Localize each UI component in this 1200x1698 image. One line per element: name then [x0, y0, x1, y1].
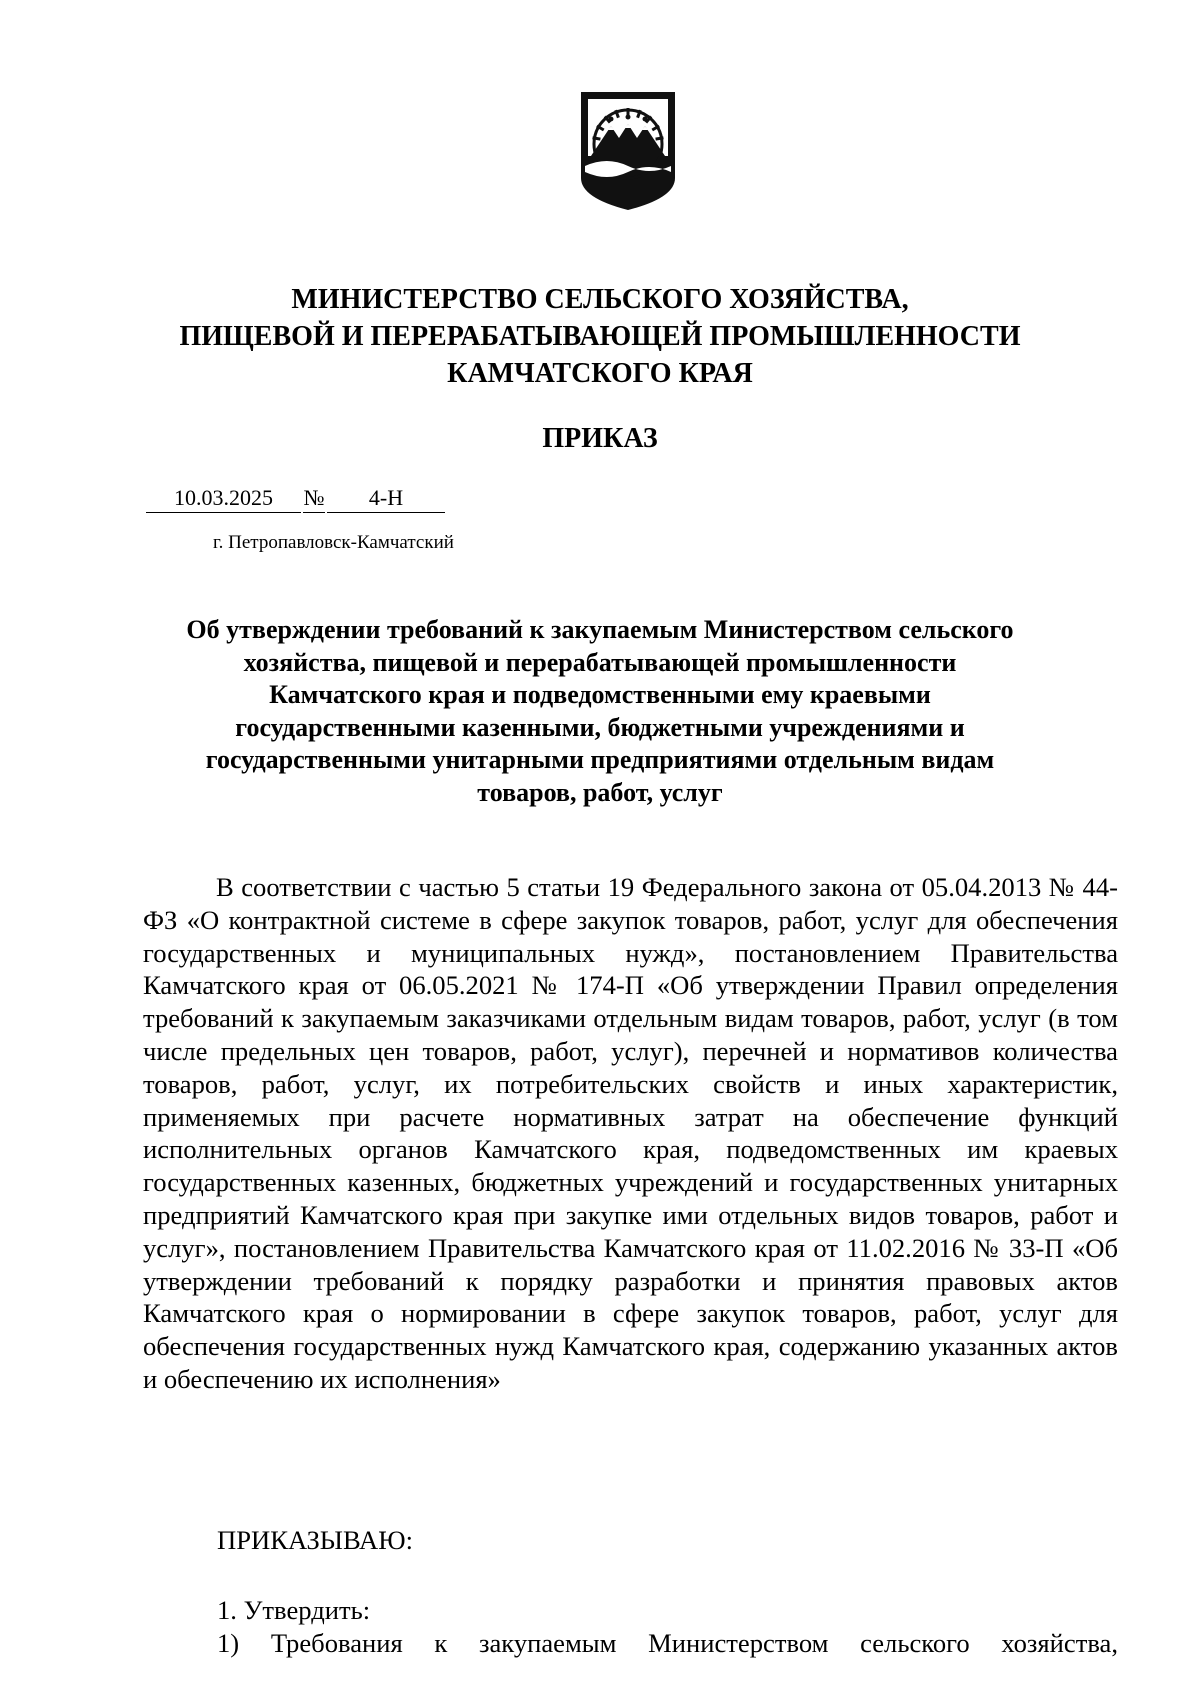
item-1-1 [217, 1628, 1118, 1659]
ministry-name [0, 281, 1200, 392]
coat-of-arms-emblem [577, 86, 679, 214]
decree-word: ПРИКАЗЫВАЮ: [217, 1525, 413, 1555]
order-date: 10.03.2025 [146, 484, 301, 513]
item-1-1-word: закупаемым [478, 1628, 617, 1658]
item-1-1-word: Требования [270, 1628, 403, 1658]
order-number: 4-Н [327, 484, 445, 513]
document-type: ПРИКАЗ [542, 423, 658, 454]
ministry-line-3: КАМЧАТСКОГО КРАЯ [447, 358, 753, 389]
document-title [150, 614, 1050, 809]
date-number-line [146, 484, 445, 513]
item-1-1-word: 1) [217, 1628, 240, 1658]
ministry-line-2: ПИЩЕВОЙ И ПЕРЕРАБАТЫВАЮЩЕЙ ПРОМЫШЛЕННОСТИ [179, 321, 1021, 352]
title-line-3: Камчатского края и подведомственными ему краевыми [269, 680, 931, 709]
item-1-1-word: Министерством [648, 1628, 829, 1658]
title-line-4: государственными казенными, бюджетными учреждениями и [235, 712, 965, 742]
ministry-line-1: МИНИСТЕРСТВО СЕЛЬСКОГО ХОЗЯЙСТВА, [291, 284, 909, 315]
title-line-5: государственными унитарными предприятиями отдельным видам [205, 745, 995, 774]
item-1-1-word: к [434, 1628, 448, 1658]
item-1-1-word: хозяйства, [1001, 1628, 1118, 1658]
title-line-1: Об утверждении требований к закупаемым Министерством сельского [186, 615, 1014, 644]
item-1: 1. Утвердить: [217, 1595, 371, 1625]
title-line-2: хозяйства, пищевой и перерабатывающей промышленности [243, 647, 957, 677]
city-name: г. Петропавловск-Камчатский [213, 532, 454, 553]
item-1-1-word: сельского [860, 1628, 970, 1658]
number-sign: № [303, 484, 325, 513]
title-line-6: товаров, работ, услуг [477, 777, 723, 807]
preamble-paragraph: В соответствии с частью 5 статьи 19 Федерального закона от 05.04.2013 № 44-ФЗ «О контрактной системе в сфере закупок товаров, работ, услуг для обеспечения государственных и муниципальных нужд», постановлением Правительства Камчатского края от 06.05.2021 № 174-П «Об утверждении Правил определения требований к закупаемым заказчиками отдельным видам товаров, работ, услуг (в том числе предельных цен товаров, работ, услуг), перечней и нормативов количества товаров, работ, услуг, их потребительских свойств и иных характеристик, применяемых при расчете нормативных затрат на обеспечение функций исполнительных органов Камчатского края, подведомственных им краевых государственных казенных, бюджетных учреждений и государственных унитарных предприятий Камчатского края при закупке ими отдельных видов товаров, работ и услуг», постановлением Правительства Камчатского края от 11.02.2016 № 33-П «Об утверждении требований к порядку разработки и принятия правовых актов Камчатского края о нормировании в сфере закупок товаров, работ, услуг для обеспечения государственных нужд Камчатского края, содержанию указанных актов и обеспечению их исполнения» [143, 872, 1118, 1394]
